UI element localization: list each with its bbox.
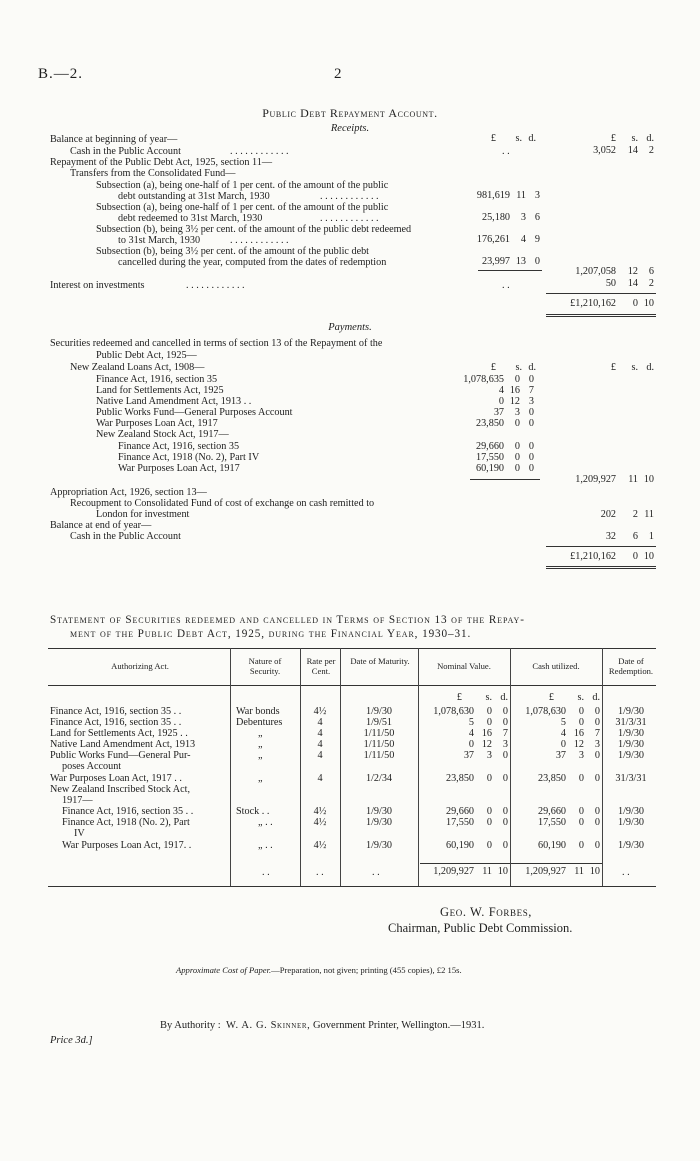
total-dots: . . — [372, 867, 380, 878]
header-maturity: Date of Maturity. — [350, 656, 410, 666]
dot-leader: . . . . . . . . . . . . — [320, 213, 379, 224]
row-rate: 4½ — [313, 817, 327, 828]
signature-name: Geo. W. Forbes, — [440, 905, 533, 919]
sub-b1-s: 4 — [520, 234, 526, 245]
row-cash-pounds: 17,550 — [537, 817, 566, 828]
row-nature: War bonds — [236, 706, 280, 717]
receipts-col-pounds-2: £ — [610, 133, 616, 144]
stock-item-d: 0 — [528, 452, 534, 463]
payment-item-d: 3 — [528, 396, 534, 407]
row-act: New Zealand Inscribed Stock Act, — [50, 784, 191, 795]
row-nominal-pounds: 0 — [468, 739, 474, 750]
row-redemption: 31/3/31 — [615, 717, 647, 728]
subtotal-rule — [470, 479, 540, 480]
row-nominal-d: 3 — [502, 739, 508, 750]
transfers-total-s: 12 — [627, 266, 638, 277]
nz-loans-line: New Zealand Loans Act, 1908— — [70, 362, 205, 373]
row-nominal-d: 0 — [502, 717, 508, 728]
row-nature: Stock . . — [236, 806, 270, 817]
securities-total-d: 10 — [643, 474, 654, 485]
double-rule — [546, 568, 656, 569]
recoupment-cont: London for investment — [96, 509, 190, 520]
stock-item-d: 0 — [528, 463, 534, 474]
row-redemption: 31/3/31 — [615, 773, 647, 784]
receipts-cash-d: 2 — [648, 145, 654, 156]
payment-item-s: 0 — [514, 374, 520, 385]
header-nominal: Nominal Value. — [437, 661, 491, 671]
row-redemption: 1/9/30 — [617, 840, 645, 851]
payments-cash-pounds: 32 — [605, 531, 616, 542]
row-rate: 4 — [317, 739, 323, 750]
transfers-line: Transfers from the Consolidated Fund— — [70, 168, 236, 179]
row-act: Land for Settlements Act, 1925 . . — [50, 728, 188, 739]
row-nominal-s: 3 — [486, 750, 492, 761]
col-s: s. — [485, 692, 492, 703]
row-act: War Purposes Loan Act, 1917. . — [62, 840, 192, 851]
sub-a2-d: 6 — [534, 212, 540, 223]
row-maturity: 1/11/50 — [363, 750, 395, 761]
appropriation-line: Appropriation Act, 1926, section 13— — [50, 487, 207, 498]
col-divider — [230, 648, 231, 886]
row-nominal-pounds: 5 — [468, 717, 474, 728]
total-dots: . . — [316, 867, 324, 878]
payments-cash-d: 1 — [648, 531, 654, 542]
interest-s: 14 — [627, 278, 638, 289]
receipts-cash-pounds: 3,052 — [593, 145, 616, 156]
total-dots: . . — [622, 867, 630, 878]
statement-title-line1: Statement of Securities redeemed and cancelled in Terms of Section 13 of the Repay- — [50, 614, 525, 626]
receipts-cash-s: 14 — [627, 145, 638, 156]
dot-leader: . . — [502, 280, 510, 291]
row-maturity: 1/9/30 — [365, 840, 393, 851]
row-nominal-s: 0 — [486, 806, 492, 817]
payment-item-pounds: 4 — [498, 385, 504, 396]
stock-item-pounds: 60,190 — [475, 463, 504, 474]
total-nominal-pounds: 1,209,927 — [433, 866, 474, 877]
col-divider — [602, 648, 603, 886]
header-authorizing-act: Authorizing Act. — [111, 661, 169, 671]
row-cash-d: 0 — [594, 706, 600, 717]
recoup-d: 11 — [644, 509, 654, 520]
sub-a1-pounds: 981,619 — [476, 190, 510, 201]
cost-text: —Preparation, not given; printing (455 copies), £2 15s. — [271, 965, 462, 975]
table-bottom-rule — [48, 886, 656, 887]
row-cash-pounds: 1,078,630 — [525, 706, 566, 717]
payments-total-s: 0 — [632, 551, 638, 562]
row-cash-d: 7 — [594, 728, 600, 739]
row-nominal-pounds: 37 — [463, 750, 474, 761]
sub-b2-pounds: 23,997 — [481, 256, 510, 267]
payments-cash-s: 6 — [632, 531, 638, 542]
row-nominal-s: 0 — [486, 840, 492, 851]
row-nature: „ . . — [258, 840, 273, 851]
row-act-cont: IV — [74, 828, 85, 839]
payments-heading: Payments. — [328, 322, 372, 333]
row-cash-pounds: 4 — [560, 728, 566, 739]
sub-a2-s: 3 — [520, 212, 526, 223]
row-cash-s: 0 — [578, 817, 584, 828]
page-number: 2 — [334, 66, 342, 82]
col-divider — [300, 648, 301, 886]
row-redemption: 1/9/30 — [617, 750, 645, 761]
document-reference: B.—2. — [38, 66, 84, 82]
row-nature: „ — [258, 773, 263, 784]
payments-col-d-2: d. — [646, 362, 654, 373]
table-top-rule — [48, 648, 656, 649]
securities-total-s: 11 — [628, 474, 638, 485]
table-header-rule — [48, 685, 656, 686]
interest-pounds: 50 — [605, 278, 616, 289]
dot-leader: . . — [502, 146, 510, 157]
row-nature: Debentures — [236, 717, 283, 728]
balance-end-line: Balance at end of year— — [50, 520, 152, 531]
sub-b2-s: 13 — [515, 256, 526, 267]
total-cash-d: 10 — [589, 866, 600, 877]
row-cash-pounds: 23,850 — [537, 773, 566, 784]
col-pounds: £ — [456, 692, 462, 703]
header-redemption: Date of Redemption. — [608, 656, 654, 676]
row-rate: 4 — [317, 717, 323, 728]
row-cash-d: 0 — [594, 817, 600, 828]
row-nominal-d: 0 — [502, 773, 508, 784]
payment-item-d: 7 — [528, 385, 534, 396]
signature-title: Chairman, Public Debt Commission. — [388, 921, 573, 935]
subtotal-rule — [478, 270, 542, 271]
row-nominal-pounds: 4 — [468, 728, 474, 739]
payment-item-s: 3 — [514, 407, 520, 418]
row-cash-s: 3 — [578, 750, 584, 761]
payments-col-d-1: d. — [528, 362, 536, 373]
header-nature: Nature of Security. — [248, 656, 282, 676]
stock-item-label: Finance Act, 1916, section 35 — [118, 441, 240, 452]
row-nature: „ — [258, 750, 263, 761]
cost-note — [176, 965, 462, 975]
col-d: d. — [592, 692, 600, 703]
row-cash-s: 0 — [578, 773, 584, 784]
securities-line: Securities redeemed and cancelled in terms of section 13 of the Repayment of the — [50, 338, 383, 349]
row-nominal-d: 0 — [502, 750, 508, 761]
account-title: Public Debt Repayment Account. — [262, 106, 438, 120]
row-act: Native Land Amendment Act, 1913 — [50, 739, 196, 750]
row-maturity: 1/2/34 — [365, 773, 393, 784]
row-cash-pounds: 0 — [560, 739, 566, 750]
subsection-a2-line: Subsection (a), being one-half of 1 per cent. of the amount of the public — [96, 202, 389, 213]
payments-cash-label: Cash in the Public Account — [70, 531, 181, 542]
recoupment-line: Recoupment to Consolidated Fund of cost of exchange on cash remitted to — [70, 498, 375, 509]
row-nominal-s: 0 — [486, 817, 492, 828]
row-cash-d: 3 — [594, 739, 600, 750]
row-nominal-d: 0 — [502, 806, 508, 817]
payment-item-label: War Purposes Loan Act, 1917 — [96, 418, 218, 429]
transfers-total-pounds: 1,207,058 — [575, 266, 616, 277]
row-nominal-pounds: 60,190 — [445, 840, 474, 851]
row-nature: „ . . — [258, 817, 273, 828]
payment-item-d: 0 — [528, 374, 534, 385]
col-divider — [418, 648, 419, 886]
payment-item-label: Land for Settlements Act, 1925 — [96, 385, 224, 396]
double-rule — [546, 316, 656, 317]
subsection-b1-cont: to 31st March, 1930 — [118, 235, 201, 246]
total-cash-s: 11 — [574, 866, 584, 877]
row-act: Finance Act, 1916, section 35 . . — [62, 806, 194, 817]
subsection-a1-line: Subsection (a), being one-half of 1 per cent. of the amount of the public — [96, 180, 389, 191]
payments-col-pounds-1: £ — [490, 362, 496, 373]
stock-item-pounds: 17,550 — [475, 452, 504, 463]
row-act: War Purposes Loan Act, 1917 . . — [50, 773, 182, 784]
dot-leader: . . . . . . . . . . . . — [320, 191, 379, 202]
col-d: d. — [500, 692, 508, 703]
total-rule — [546, 293, 656, 294]
row-cash-s: 0 — [578, 706, 584, 717]
row-nominal-d: 0 — [502, 840, 508, 851]
row-rate: 4½ — [313, 840, 327, 851]
cost-label: Approximate Cost of Paper. — [176, 965, 272, 975]
nz-stock-line: New Zealand Stock Act, 1917— — [96, 429, 229, 440]
row-cash-d: 0 — [594, 773, 600, 784]
interest-label: Interest on investments — [50, 280, 145, 291]
subsection-b2-cont: cancelled during the year, computed from the dates of redemption — [118, 257, 387, 268]
row-rate: 4 — [317, 773, 323, 784]
authority-prefix: By Authority : — [160, 1020, 221, 1031]
interest-d: 2 — [648, 278, 654, 289]
payment-item-pounds: 37 — [493, 407, 504, 418]
row-cash-d: 0 — [594, 840, 600, 851]
row-rate: 4 — [317, 728, 323, 739]
row-maturity: 1/11/50 — [363, 739, 395, 750]
receipts-col-d-2: d. — [646, 133, 654, 144]
row-rate: 4 — [317, 750, 323, 761]
row-cash-pounds: 29,660 — [537, 806, 566, 817]
row-cash-pounds: 60,190 — [537, 840, 566, 851]
repayment-act-line: Repayment of the Public Debt Act, 1925, section 11— — [50, 157, 273, 168]
receipts-col-d-1: d. — [528, 133, 536, 144]
receipts-total-d: 10 — [643, 298, 654, 309]
row-nominal-d: 7 — [502, 728, 508, 739]
payment-item-d: 0 — [528, 418, 534, 429]
row-nominal-pounds: 29,660 — [445, 806, 474, 817]
row-rate: 4½ — [313, 706, 327, 717]
row-redemption: 1/9/30 — [617, 806, 645, 817]
row-cash-d: 0 — [594, 750, 600, 761]
recoup-s: 2 — [632, 509, 638, 520]
row-cash-s: 0 — [578, 717, 584, 728]
receipts-balance-line: Balance at beginning of year— — [50, 134, 178, 145]
sub-b2-d: 0 — [534, 256, 540, 267]
double-rule — [546, 314, 656, 315]
dot-leader: . . . . . . . . . . . . — [230, 146, 289, 157]
header-rate: Rate per Cent. — [306, 656, 336, 676]
row-maturity: 1/9/30 — [365, 706, 393, 717]
authority-suffix: Government Printer, Wellington.—1931. — [312, 1020, 485, 1031]
subsection-b2-line: Subsection (b), being 3½ per cent. of the amount of the public debt — [96, 246, 370, 257]
row-act-cont: 1917— — [62, 795, 93, 806]
payments-col-pounds-2: £ — [610, 362, 616, 373]
row-nominal-pounds: 23,850 — [445, 773, 474, 784]
row-nominal-s: 12 — [481, 739, 492, 750]
row-act: Finance Act, 1916, section 35 . . — [50, 706, 182, 717]
row-nominal-pounds: 17,550 — [445, 817, 474, 828]
col-divider — [340, 648, 341, 886]
stock-item-label: Finance Act, 1918 (No. 2), Part IV — [118, 452, 260, 463]
stock-item-s: 0 — [514, 463, 520, 474]
total-dots: . . — [262, 867, 270, 878]
row-redemption: 1/9/30 — [617, 817, 645, 828]
recoup-pounds: 202 — [600, 509, 616, 520]
sub-a1-s: 11 — [516, 190, 526, 201]
row-nature: „ — [258, 728, 263, 739]
sub-b1-pounds: 176,261 — [476, 234, 510, 245]
transfers-total-d: 6 — [648, 266, 654, 277]
securities-total-pounds: 1,209,927 — [575, 474, 616, 485]
col-pounds: £ — [548, 692, 554, 703]
row-nominal-d: 0 — [502, 817, 508, 828]
payments-col-s-1: s. — [515, 362, 522, 373]
col-s: s. — [577, 692, 584, 703]
row-nominal-pounds: 1,078,630 — [433, 706, 474, 717]
payment-item-pounds: 23,850 — [475, 418, 504, 429]
row-maturity: 1/11/50 — [363, 728, 395, 739]
sub-a2-pounds: 25,180 — [481, 212, 510, 223]
total-cash-pounds: 1,209,927 — [525, 866, 566, 877]
row-maturity: 1/9/51 — [365, 717, 393, 728]
row-cash-s: 16 — [573, 728, 584, 739]
payment-item-pounds: 0 — [498, 396, 504, 407]
price: Price 3d.] — [50, 1035, 93, 1046]
payments-total-pounds: £1,210,162 — [570, 551, 616, 562]
total-nominal-s: 11 — [482, 866, 492, 877]
receipts-total-pounds: £1,210,162 — [570, 298, 616, 309]
row-maturity: 1/9/30 — [365, 806, 393, 817]
payment-item-s: 16 — [509, 385, 520, 396]
row-cash-d: 0 — [594, 806, 600, 817]
row-nominal-d: 0 — [502, 706, 508, 717]
receipts-col-s-2: s. — [631, 133, 638, 144]
row-act: Public Works Fund—General Pur- — [50, 750, 191, 761]
row-nominal-s: 0 — [486, 706, 492, 717]
total-nominal-d: 10 — [497, 866, 508, 877]
payment-item-label: Native Land Amendment Act, 1913 . . — [96, 396, 252, 407]
printer-name: W. A. G. Skinner, — [225, 1020, 311, 1031]
row-redemption: 1/9/30 — [617, 728, 645, 739]
payments-total-d: 10 — [643, 551, 654, 562]
dot-leader: . . . . . . . . . . . . — [186, 280, 245, 291]
receipts-heading: Receipts. — [330, 123, 370, 134]
row-act: Finance Act, 1916, section 35 . . — [50, 717, 182, 728]
stock-item-s: 0 — [514, 441, 520, 452]
row-nominal-s: 16 — [481, 728, 492, 739]
subsection-a1-cont: debt outstanding at 31st March, 1930 — [118, 191, 270, 202]
row-rate: 4½ — [313, 806, 327, 817]
receipts-total-s: 0 — [632, 298, 638, 309]
row-cash-d: 0 — [594, 717, 600, 728]
dot-leader: . . . . . . . . . . . . — [230, 235, 289, 246]
row-cash-s: 0 — [578, 840, 584, 851]
subsection-b1-line: Subsection (b), being 3½ per cent. of the amount of the public debt redeemed — [96, 224, 412, 235]
row-cash-s: 12 — [573, 739, 584, 750]
payment-item-d: 0 — [528, 407, 534, 418]
stock-item-label: War Purposes Loan Act, 1917 — [118, 463, 240, 474]
printer-authority — [160, 1020, 484, 1031]
securities-line-cont: Public Debt Act, 1925— — [96, 350, 197, 361]
row-act-cont: poses Account — [62, 761, 122, 772]
row-cash-s: 0 — [578, 806, 584, 817]
row-cash-pounds: 37 — [555, 750, 566, 761]
payment-item-pounds: 1,078,635 — [463, 374, 504, 385]
row-redemption: 1/9/30 — [617, 706, 645, 717]
sub-a1-d: 3 — [534, 190, 540, 201]
payment-item-label: Finance Act, 1916, section 35 — [96, 374, 218, 385]
payment-item-s: 0 — [514, 418, 520, 429]
row-nature: „ — [258, 739, 263, 750]
payments-col-s-2: s. — [631, 362, 638, 373]
table-total-rule — [420, 863, 602, 864]
receipts-cash-label: Cash in the Public Account — [70, 146, 181, 157]
payment-item-s: 12 — [509, 396, 520, 407]
row-maturity: 1/9/30 — [365, 817, 393, 828]
stock-item-pounds: 29,660 — [475, 441, 504, 452]
row-nominal-s: 0 — [486, 717, 492, 728]
row-redemption: 1/9/30 — [617, 739, 645, 750]
receipts-col-pounds-1: £ — [490, 133, 496, 144]
payment-item-label: Public Works Fund—General Purposes Account — [96, 407, 293, 418]
row-cash-pounds: 5 — [560, 717, 566, 728]
stock-item-s: 0 — [514, 452, 520, 463]
header-cash: Cash utilized. — [532, 661, 580, 671]
row-act: Finance Act, 1918 (No. 2), Part — [62, 817, 190, 828]
subsection-a2-cont: debt redeemed to 31st March, 1930 — [118, 213, 263, 224]
row-nominal-s: 0 — [486, 773, 492, 784]
stock-item-d: 0 — [528, 441, 534, 452]
col-divider — [510, 648, 511, 886]
receipts-col-s-1: s. — [515, 133, 522, 144]
double-rule — [546, 566, 656, 567]
statement-title-line2: ment of the Public Debt Act, 1925, during the Financial Year, 1930–31. — [70, 628, 472, 640]
total-rule — [546, 546, 656, 547]
sub-b1-d: 9 — [534, 234, 540, 245]
